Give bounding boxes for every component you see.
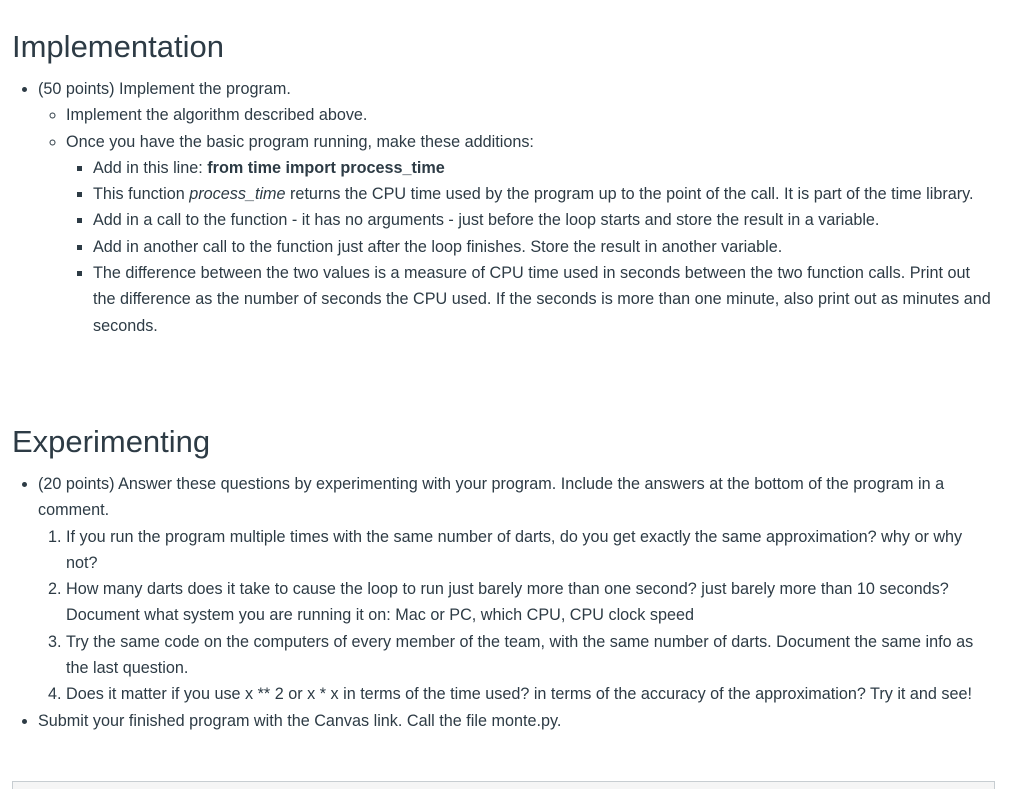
list-item: [38, 76, 992, 339]
implementation-heading: Implementation: [12, 29, 224, 64]
implementation-item-text: (50 points) Implement the program.: [38, 80, 291, 98]
function-desc-rest: returns the CPU time used by the program up to the point of the call. It is part of the time library.: [285, 185, 974, 204]
list-item: ◦ Implement the algorithm described above.: [66, 102, 992, 128]
experimenting-section: [12, 471, 997, 734]
implementation-section: [12, 76, 992, 339]
additions-intro: Once you have the basic program running, make these additions:: [66, 132, 534, 151]
list-item: [93, 181, 992, 207]
list-item: [38, 471, 997, 524]
list-item: ▪ Add in a call to the function - it has no arguments - just before the loop starts and store the result in a variable.: [93, 207, 992, 233]
question-item: 3. Try the same code on the computers of every member of the team, with the same number of darts. Document the same info as the last question.: [66, 629, 997, 682]
list-item: [66, 129, 992, 339]
import-line-code: from time import process_time: [207, 158, 445, 177]
implementation-sublist: [38, 102, 992, 339]
list-item: ▪ Add in another call to the function just after the loop finishes. Store the result in another variable.: [93, 234, 992, 260]
question-item: 2. How many darts does it take to cause the loop to run just barely more than one second? just barely more than 10 seconds? Document what system you are running it on: Mac or PC, which CPU, CPU clock speed: [66, 576, 997, 629]
question-item: 4. Does it matter if you use x ** 2 or x * x in terms of the time used? in terms of the accuracy of the approximation? Try it and see!: [66, 681, 997, 707]
add-line-prefix: Add in this line:: [93, 158, 208, 177]
experimenting-item-text: (20 points) Answer these questions by experimenting with your program. Include the answers at the bottom of the program in a comment.: [38, 475, 945, 520]
list-item: [93, 155, 992, 181]
list-item: ▪ The difference between the two values is a measure of CPU time used in seconds between the two function calls. Print out the difference as the number of seconds the CPU used. If the seconds is more than one minute, also print out as minutes and seconds.: [93, 260, 992, 339]
implementation-list: [12, 76, 992, 339]
submit-list: [12, 708, 997, 734]
experimenting-heading: Experimenting: [12, 424, 211, 459]
function-name: process_time: [189, 185, 286, 204]
function-desc-prefix: This function: [93, 185, 190, 204]
footer-bar: [12, 781, 995, 789]
additions-list: [66, 155, 992, 339]
submit-item: • Submit your finished program with the Canvas link. Call the file monte.py.: [38, 708, 997, 734]
experimenting-list: [12, 471, 997, 524]
questions-list: [12, 524, 997, 708]
question-item: 1. If you run the program multiple times with the same number of darts, do you get exactly the same approximation? why or why not?: [66, 524, 997, 577]
